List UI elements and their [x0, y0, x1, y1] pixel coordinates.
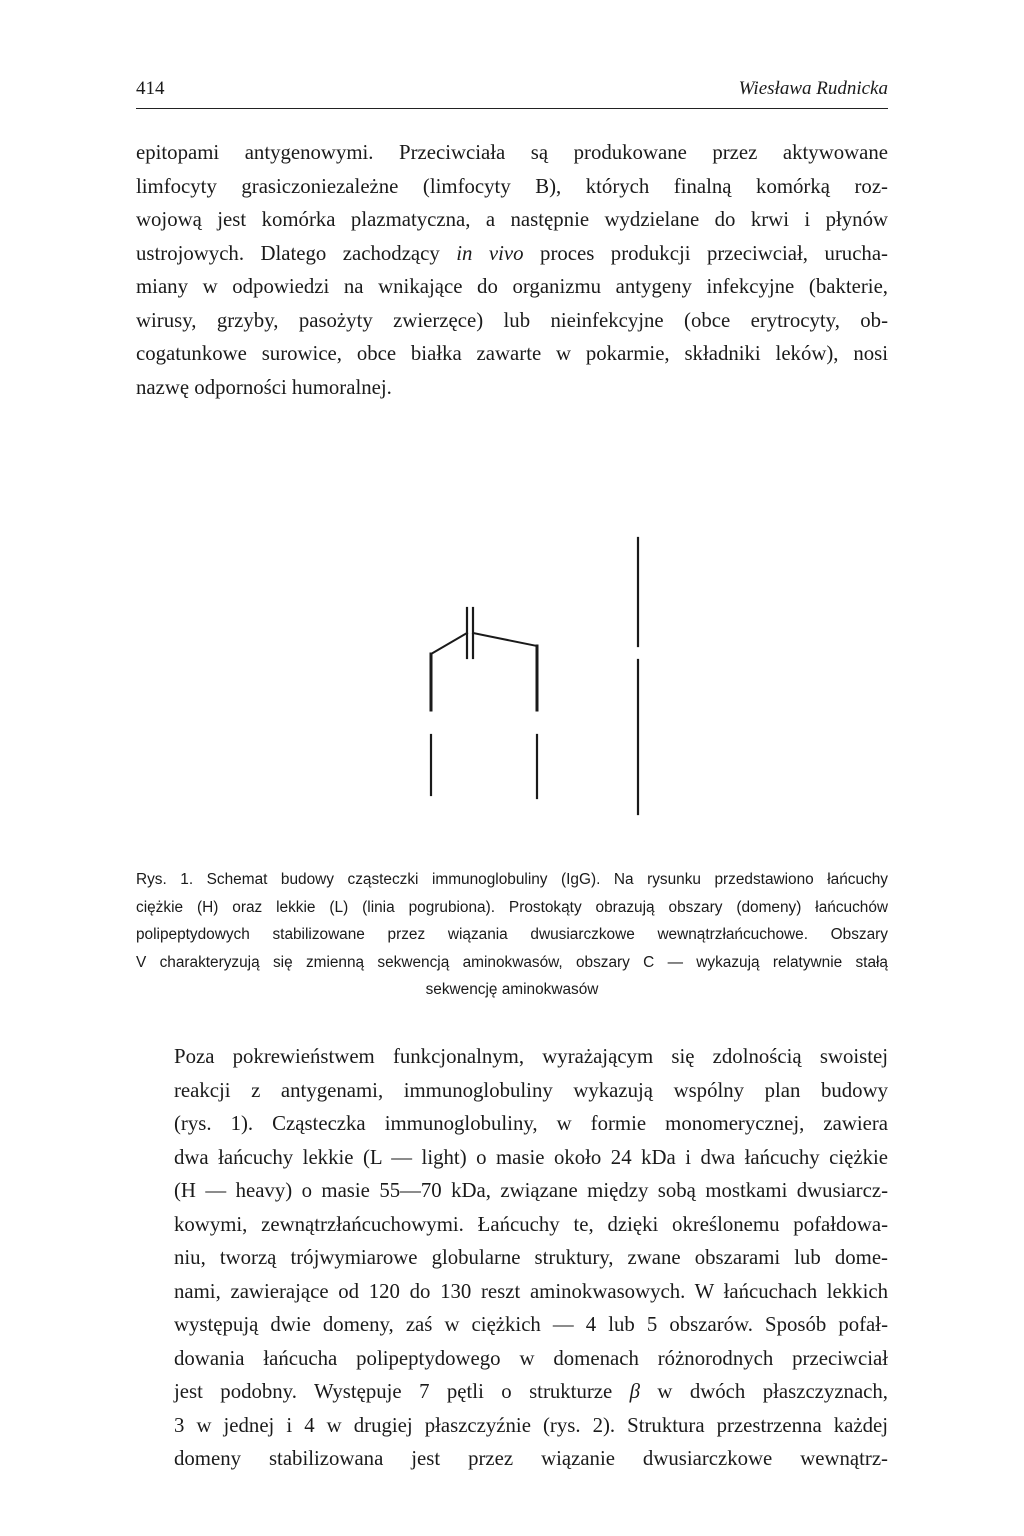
text-line: (H — heavy) o masie 55—70 kDa, związane między sobą mostkami dwusiarcz-	[174, 1179, 888, 1202]
text-segment: w dwóch płaszczyznach,	[640, 1380, 889, 1403]
text-line: (rys. 1). Cząsteczka immunoglobuliny, w formie monomerycznej, zawiera	[174, 1112, 888, 1135]
caption-line: sekwencję aminokwasów	[425, 981, 599, 999]
text-line: dwa łańcuchy lekkie (L — light) o masie około 24 kDa i dwa łańcuchy ciężkie	[174, 1145, 888, 1169]
text-line: 3 w jednej i 4 w drugiej płaszczyźnie (rys. 2). Struktura przestrzenna każdej	[174, 1413, 888, 1437]
heavy-chain-left-hinge	[431, 633, 467, 654]
figure-caption	[136, 866, 888, 1004]
text-line: epitopami antygenowymi. Przeciwciała są produkowane przez aktywowane	[136, 141, 888, 164]
text-line: Poza pokrewieństwem funkcjonalnym, wyrażającym się zdolnością swoistej	[174, 1045, 888, 1068]
text-line: miany w odpowiedzi na wnikające do organizmu antygeny infekcyjne (bakterie,	[136, 275, 888, 298]
italic-term: in vivo	[456, 241, 524, 265]
text-line: domeny stabilizowana jest przez wiązanie dwusiarczkowe wewnątrz-	[174, 1447, 888, 1470]
text-line: reakcji z antygenami, immunoglobuliny wykazują wspólny plan budowy	[174, 1078, 888, 1102]
caption-line: ciężkie (H) oraz lekkie (L) (linia pogrubiona). Prostokąty obrazują obszary (domeny) łańcuchów	[136, 898, 888, 916]
text-line	[136, 237, 888, 271]
text-line: dowania łańcucha polipeptydowego w domenach różnorodnych przeciwciał	[174, 1346, 888, 1370]
text-segment: jest podobny. Występuje 7 pętli o strukturze	[174, 1380, 630, 1403]
text-line: występują dwie domeny, zaś w ciężkich — 4 lub 5 obszarów. Sposób pofał-	[174, 1313, 888, 1336]
text-line: nami, zawierające od 120 do 130 reszt aminokwasowych. W łańcuchach lekkich	[174, 1279, 888, 1303]
caption-line: Rys. 1. Schemat budowy cząsteczki immunoglobuliny (IgG). Na rysunku przedstawiono łańcuchy	[136, 871, 888, 888]
italic-beta: β	[629, 1380, 641, 1403]
caption-line: V charakteryzują się zmienną sekwencją aminokwasów, obszary C — wykazują relatywnie stałą	[136, 953, 888, 971]
page-number: 414	[136, 78, 165, 99]
text-segment: ustrojowych. Dlatego zachodzący	[136, 241, 457, 265]
text-line: limfocyty grasiczoniezależne (limfocyty B), których finalną komórką roz-	[136, 174, 888, 198]
text-line: nazwę odporności humoralnej.	[136, 375, 392, 399]
heavy-chain-right-hinge	[473, 633, 537, 646]
running-head-author: Wiesława Rudnicka	[738, 78, 888, 99]
figure-1-diagram	[136, 530, 888, 830]
page-header	[136, 78, 888, 109]
text-line: niu, tworzą trójwymiarowe globularne struktury, zwane obszarami lub dome-	[174, 1246, 888, 1269]
paragraph-1	[136, 136, 888, 404]
paragraph-2	[136, 1040, 888, 1476]
text-segment: proces produkcji przeciwciał, urucha-	[523, 241, 888, 265]
text-line	[136, 1375, 888, 1409]
text-line: wirusy, grzyby, pasożyty zwierzęce) lub nieinfekcyjne (obce erytrocyty, ob-	[136, 308, 888, 332]
text-line: kowymi, zewnątrzłańcuchowymi. Łańcuchy te, dzięki określonemu pofałdowa-	[174, 1212, 888, 1236]
igg-schematic	[136, 530, 888, 830]
caption-line: polipeptydowych stabilizowane przez wiązania dwusiarczkowe wewnątrzłańcuchowe. Obszary	[136, 926, 888, 944]
text-line: cogatunkowe surowice, obce białka zawarte w pokarmie, składniki leków), nosi	[136, 342, 888, 365]
text-line: wojową jest komórka plazmatyczna, a następnie wydzielane do krwi i płynów	[136, 208, 888, 231]
